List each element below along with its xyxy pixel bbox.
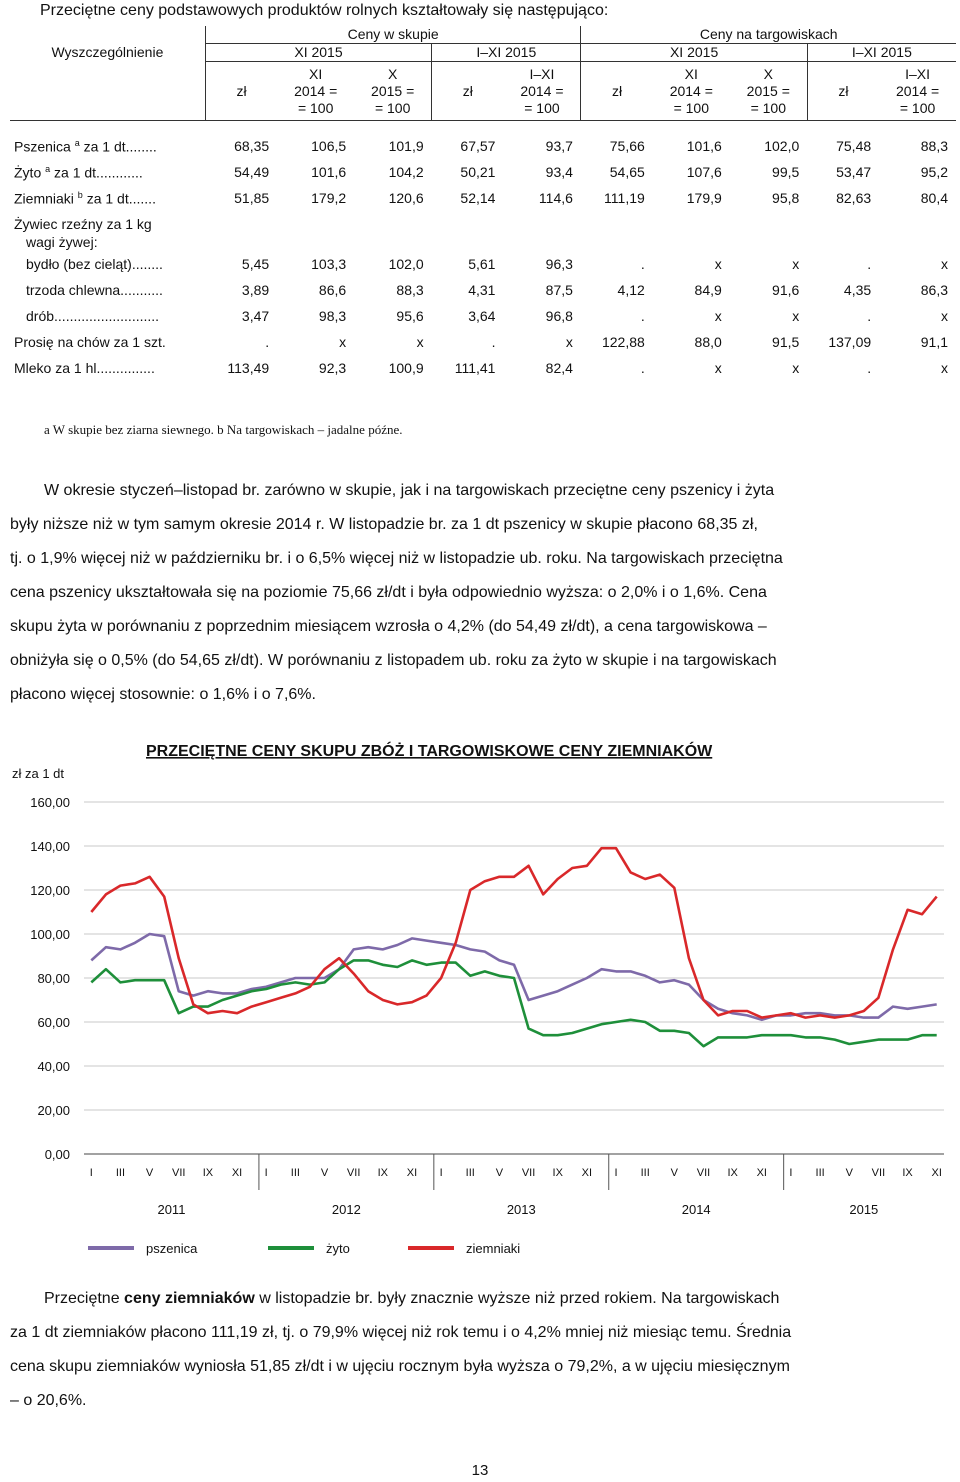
table-cell: 107,6 [686, 164, 722, 180]
x-tick-label: IX [552, 1167, 563, 1179]
group-header-targowiska: Ceny na targowiskach [581, 26, 956, 44]
column-header-line: 2014 = [294, 82, 338, 99]
table-cell: 54,49 [234, 164, 270, 180]
legend-label: pszenica [146, 1241, 198, 1256]
column-header-line: 2014 = [520, 82, 564, 99]
row-label [10, 133, 205, 159]
row-label [10, 211, 205, 251]
table-cell: . [640, 256, 645, 272]
year-label: 2015 [849, 1202, 879, 1217]
table-cell: 179,9 [686, 190, 722, 206]
table-row [10, 277, 956, 303]
table-cell: 3,64 [468, 308, 496, 324]
x-tick-label: IX [727, 1167, 738, 1179]
sub-header: I–XI 2015 [432, 44, 581, 62]
table-cell: 122,88 [601, 334, 645, 350]
footnote-text: W skupie bez ziarna siewnego. [52, 422, 214, 437]
x-tick-label: V [670, 1167, 679, 1179]
y-tick-label: 100,00 [30, 927, 70, 942]
group-header-skup: Ceny w skupie [205, 26, 581, 44]
table-cell: . [867, 256, 872, 272]
column-header [730, 62, 807, 121]
legend-label: ziemniaki [466, 1241, 521, 1256]
text-run: w listopadzie br. były znacznie wyższe niż przed rokiem. Na targowiskach [259, 1290, 780, 1307]
column-header [354, 62, 431, 121]
table-cell: x [792, 256, 800, 272]
table-cell: 54,65 [609, 164, 645, 180]
row-label-text: Ziemniaki [14, 190, 74, 207]
table-cell [503, 211, 580, 251]
table-cell: 5,45 [241, 256, 270, 272]
table-cell: . [867, 360, 872, 376]
table-cell [581, 211, 653, 251]
row-label-suffix: za 1 dt............ [50, 164, 143, 181]
x-tick-label: V [145, 1167, 154, 1179]
table-cell: 95,8 [772, 190, 800, 206]
paragraph-line: tj. o 1,9% więcej niż w październiku br. i o 6,5% więcej niż w listopadzie ub. roku. Na targowiskach przeciętna [10, 550, 783, 567]
column-header-line: = 100 [899, 99, 936, 116]
table-cell: 106,5 [311, 138, 347, 154]
column-header [277, 62, 354, 121]
year-label: 2012 [331, 1202, 361, 1217]
table-cell: 96,3 [545, 256, 573, 272]
column-header-line: X [387, 65, 398, 82]
paragraph-line: cena pszenicy ukształtowała się na poziomie 75,66 zł/dt i była odpowiednio wyższa: o 2,0% i o 1,6%. Cena [10, 584, 767, 601]
paragraph-line: za 1 dt ziemniaków płacono 111,19 zł, tj. o 79,9% więcej niż rok temu i o 4,2% mniej niż miesiąc temu. Średnia [10, 1324, 792, 1341]
text-run: Przeciętne [44, 1290, 120, 1307]
year-label: 2013 [506, 1202, 536, 1217]
table-cell: x [792, 308, 800, 324]
page-number: 13 [471, 1462, 489, 1479]
column-header [432, 62, 504, 121]
table-cell: 67,57 [460, 138, 496, 154]
footnote-ref: a [45, 163, 51, 174]
table-cell: 88,3 [396, 282, 424, 298]
row-label-text: Prosię na chów za 1 szt. [14, 334, 166, 350]
row-label [10, 159, 205, 185]
sub-header: I–XI 2015 [807, 44, 956, 62]
x-tick-label: I [789, 1167, 793, 1179]
corner-header: Wyszczególnienie [10, 26, 205, 121]
row-label-text: Pszenica [14, 138, 71, 155]
table-row [10, 211, 956, 251]
x-tick-label: I [614, 1167, 618, 1179]
table-cell: 75,48 [836, 138, 872, 154]
y-tick-label: 60,00 [37, 1015, 70, 1030]
year-label: 2011 [157, 1202, 186, 1217]
table-cell [653, 211, 730, 251]
table-cell: 93,7 [545, 138, 573, 154]
table-cell: x [941, 308, 948, 324]
table-cell: 103,3 [311, 256, 347, 272]
footnote-ref: b [77, 189, 83, 200]
table-cell: 96,8 [545, 308, 573, 324]
paragraph-line: skupu żyta w porównaniu z poprzednim miesiącem wzrosła o 4,2% (do 54,49 zł/dt), a cena targowiskowa – [10, 618, 767, 635]
table-cell: 50,21 [460, 164, 496, 180]
column-header-line: I–XI [529, 65, 555, 82]
spacer-row [10, 121, 956, 134]
table-cell: 75,66 [609, 138, 645, 154]
column-header-line: zł [236, 82, 247, 99]
column-header-line: = 100 [750, 99, 786, 116]
column-header [205, 62, 277, 121]
table-row [10, 329, 956, 355]
paragraph-potatoes [10, 1282, 958, 1418]
column-header-line: 2014 = [895, 82, 940, 99]
table-cell: x [714, 360, 722, 376]
row-label-text: Żywiec rzeźny za 1 kg [14, 216, 152, 232]
row-label-suffix: za 1 dt........ [79, 138, 157, 155]
legend-label: żyto [326, 1241, 350, 1256]
table-cell [879, 211, 956, 251]
row-label [10, 355, 205, 381]
year-label: 2014 [681, 1202, 711, 1217]
paragraph-grains [10, 474, 958, 712]
row-label-text: wagi żywej: [26, 234, 98, 250]
x-tick-label: I [89, 1167, 93, 1179]
table-cell: 84,9 [694, 282, 722, 298]
footnote-mark: b [217, 422, 224, 437]
column-header [503, 62, 580, 121]
table-cell: 99,5 [772, 164, 800, 180]
table-cell: 101,6 [686, 138, 722, 154]
table-cell: 91,6 [772, 282, 800, 298]
x-tick-label: XI [581, 1167, 593, 1179]
x-tick-label: III [465, 1167, 475, 1179]
table-cell: . [867, 308, 872, 324]
x-tick-label: XI [231, 1167, 243, 1179]
x-tick-label: VII [346, 1167, 361, 1179]
table-cell [807, 211, 879, 251]
y-tick-label: 40,00 [37, 1059, 70, 1074]
row-label [10, 329, 205, 355]
column-header-line: XI [309, 65, 323, 82]
x-tick-label: V [320, 1167, 329, 1179]
column-header-line: = 100 [524, 99, 560, 116]
table-row [10, 355, 956, 381]
table-cell: 53,47 [836, 164, 872, 180]
x-tick-label: III [640, 1167, 650, 1179]
footnote-text: Na targowiskach – jadalne późne. [226, 422, 403, 437]
column-header-line: zł [838, 82, 849, 99]
x-tick-label: V [495, 1167, 504, 1179]
column-header [581, 62, 653, 121]
table-row [10, 303, 956, 329]
table-cell: 86,3 [920, 282, 948, 298]
table-cell: 98,3 [318, 308, 347, 324]
row-label-text: Żyto [14, 164, 42, 181]
column-header-line: 2015 = [746, 82, 790, 99]
paragraph-line [10, 1282, 958, 1316]
table-cell: 101,9 [388, 138, 424, 154]
y-tick-label: 0,00 [44, 1147, 70, 1162]
table-cell: x [714, 308, 722, 324]
table-cell: x [339, 334, 347, 350]
table-cell [205, 211, 277, 251]
table-cell: 52,14 [460, 190, 496, 206]
price-table [10, 26, 956, 381]
x-tick-label: III [815, 1167, 825, 1179]
table-cell: 102,0 [388, 256, 424, 272]
x-tick-label: VII [871, 1167, 886, 1179]
table-cell: x [941, 256, 948, 272]
table-cell: 93,4 [545, 164, 573, 180]
table-cell: 100,9 [388, 360, 424, 376]
table-cell: 4,35 [843, 282, 872, 298]
row-label-text: bydło (bez cieląt)........ [26, 256, 163, 272]
table-footnote [44, 422, 402, 438]
column-header-line: = 100 [374, 99, 411, 116]
chart-title: PRZECIĘTNE CENY SKUPU ZBÓŻ I TARGOWISKOWE CENY ZIEMNIAKÓW [146, 743, 713, 760]
text-run-bold: ceny ziemniaków [124, 1290, 255, 1307]
table-cell: 4,12 [617, 282, 645, 298]
footnote-mark: a [44, 422, 50, 437]
table-cell: x [941, 360, 948, 376]
sub-header: XI 2015 [581, 44, 807, 62]
table-cell: 111,19 [604, 190, 645, 206]
row-label [10, 185, 205, 211]
table-cell: . [640, 308, 645, 324]
sub-header: XI 2015 [205, 44, 431, 62]
table-cell: x [792, 360, 800, 376]
y-tick-label: 80,00 [37, 971, 70, 986]
intro-text: Przeciętne ceny podstawowych produktów rolnych kształtowały się następująco: [40, 2, 609, 19]
table-cell: 82,63 [836, 190, 872, 206]
table-cell: 82,4 [545, 360, 573, 376]
column-header [653, 62, 730, 121]
price-chart [0, 728, 960, 1288]
column-header-line: zł [462, 82, 473, 99]
table-cell: x [714, 256, 722, 272]
table-cell: 88,0 [694, 334, 722, 350]
x-tick-label: IX [902, 1167, 913, 1179]
table-cell: 92,3 [318, 360, 347, 376]
table-cell: . [491, 334, 496, 350]
column-header-line: XI [684, 65, 698, 82]
x-tick-label: VII [172, 1167, 186, 1179]
y-tick-label: 20,00 [37, 1103, 70, 1118]
paragraph-line: płacono więcej stosownie: o 1,6% i o 7,6%. [10, 686, 316, 703]
column-header-line: 2015 = [371, 82, 415, 99]
paragraph-line: W okresie styczeń–listopad br. zarówno w skupie, jak i na targowiskach przeciętne ceny pszenicy i żyta [44, 482, 775, 499]
x-tick-label: V [845, 1167, 853, 1179]
table-cell [432, 211, 504, 251]
table-cell: 4,31 [468, 282, 496, 298]
table-cell: 120,6 [388, 190, 424, 206]
paragraph-line: – o 20,6%. [10, 1392, 87, 1409]
paragraph-line: były niższe niż w tym samym okresie 2014 r. W listopadzie br. za 1 dt pszenicy w skupie płacono 68,35 zł, [10, 516, 758, 533]
y-axis-label: zł za 1 dt [12, 766, 65, 781]
column-header-line: zł [612, 82, 623, 99]
column-header [807, 62, 879, 121]
table-cell: 101,6 [311, 164, 347, 180]
table-cell [277, 211, 354, 251]
x-tick-label: IX [202, 1167, 214, 1179]
x-tick-label: XI [406, 1167, 418, 1179]
table-cell: 5,61 [468, 256, 496, 272]
paragraph-line: cena skupu ziemniaków wyniosła 51,85 zł/dt i w ujęciu rocznym była wyższa o 79,2%, a w ujęciu miesięcznym [10, 1358, 790, 1375]
series-line-żyto [91, 960, 936, 1046]
x-tick-label: III [290, 1167, 300, 1179]
y-tick-label: 160,00 [30, 795, 70, 810]
table-row [10, 159, 956, 185]
table-cell: 80,4 [920, 190, 948, 206]
table-cell: 95,6 [396, 308, 424, 324]
table-cell: 86,6 [318, 282, 347, 298]
y-tick-label: 140,00 [30, 839, 70, 854]
column-header [879, 62, 956, 121]
table-row [10, 133, 956, 159]
x-tick-label: IX [377, 1167, 389, 1179]
row-label [10, 303, 205, 329]
table-cell: 102,0 [764, 138, 800, 154]
table-cell: . [640, 360, 645, 376]
row-label-text: drób........................... [26, 308, 160, 324]
paragraph-line: obniżyła się o 0,5% (do 54,65 zł/dt). W porównaniu z listopadem ub. roku za żyto w skupie i na targowiskach [10, 652, 777, 669]
column-header-line: I–XI [905, 65, 931, 82]
table-cell: 3,89 [241, 282, 270, 298]
table-cell [730, 211, 807, 251]
table-cell: 111,41 [454, 360, 496, 376]
table-cell: 87,5 [545, 282, 573, 298]
row-label-text: trzoda chlewna........... [26, 282, 163, 298]
y-tick-label: 120,00 [30, 883, 70, 898]
x-tick-label: VII [696, 1167, 711, 1179]
table-cell: 3,47 [241, 308, 270, 324]
chart-svg [0, 728, 960, 1288]
row-label [10, 251, 205, 277]
table-row [10, 185, 956, 211]
table-cell: 114,6 [538, 190, 573, 206]
row-label-text: Mleko za 1 hl............... [14, 360, 155, 376]
table-row [10, 251, 956, 277]
x-tick-label: XI [756, 1167, 767, 1179]
table-cell: 88,3 [920, 138, 948, 154]
column-header-line: = 100 [297, 99, 334, 116]
x-tick-label: I [439, 1167, 443, 1179]
row-label [10, 277, 205, 303]
table-cell: 179,2 [311, 190, 347, 206]
table-cell: 51,85 [234, 190, 270, 206]
table-cell: 113,49 [227, 360, 270, 376]
x-tick-label: VII [521, 1167, 536, 1179]
table-cell: x [565, 334, 573, 350]
column-header-line: X [763, 65, 773, 82]
table-cell [354, 211, 431, 251]
x-tick-label: I [264, 1167, 268, 1179]
table-cell: 95,2 [920, 164, 948, 180]
table-cell: 104,2 [388, 164, 424, 180]
column-header-line: 2014 = [669, 82, 713, 99]
table-cell: 91,1 [920, 334, 948, 350]
table-cell: x [416, 334, 424, 350]
x-tick-label: III [115, 1167, 126, 1179]
table-cell: 137,09 [828, 334, 872, 350]
row-label-suffix: za 1 dt....... [82, 190, 156, 207]
table-cell: 91,5 [772, 334, 800, 350]
x-tick-label: XI [931, 1167, 942, 1179]
table-cell: . [265, 334, 270, 350]
column-header-line: = 100 [673, 99, 710, 116]
footnote-ref: a [74, 137, 80, 148]
table-cell: 68,35 [234, 138, 270, 154]
